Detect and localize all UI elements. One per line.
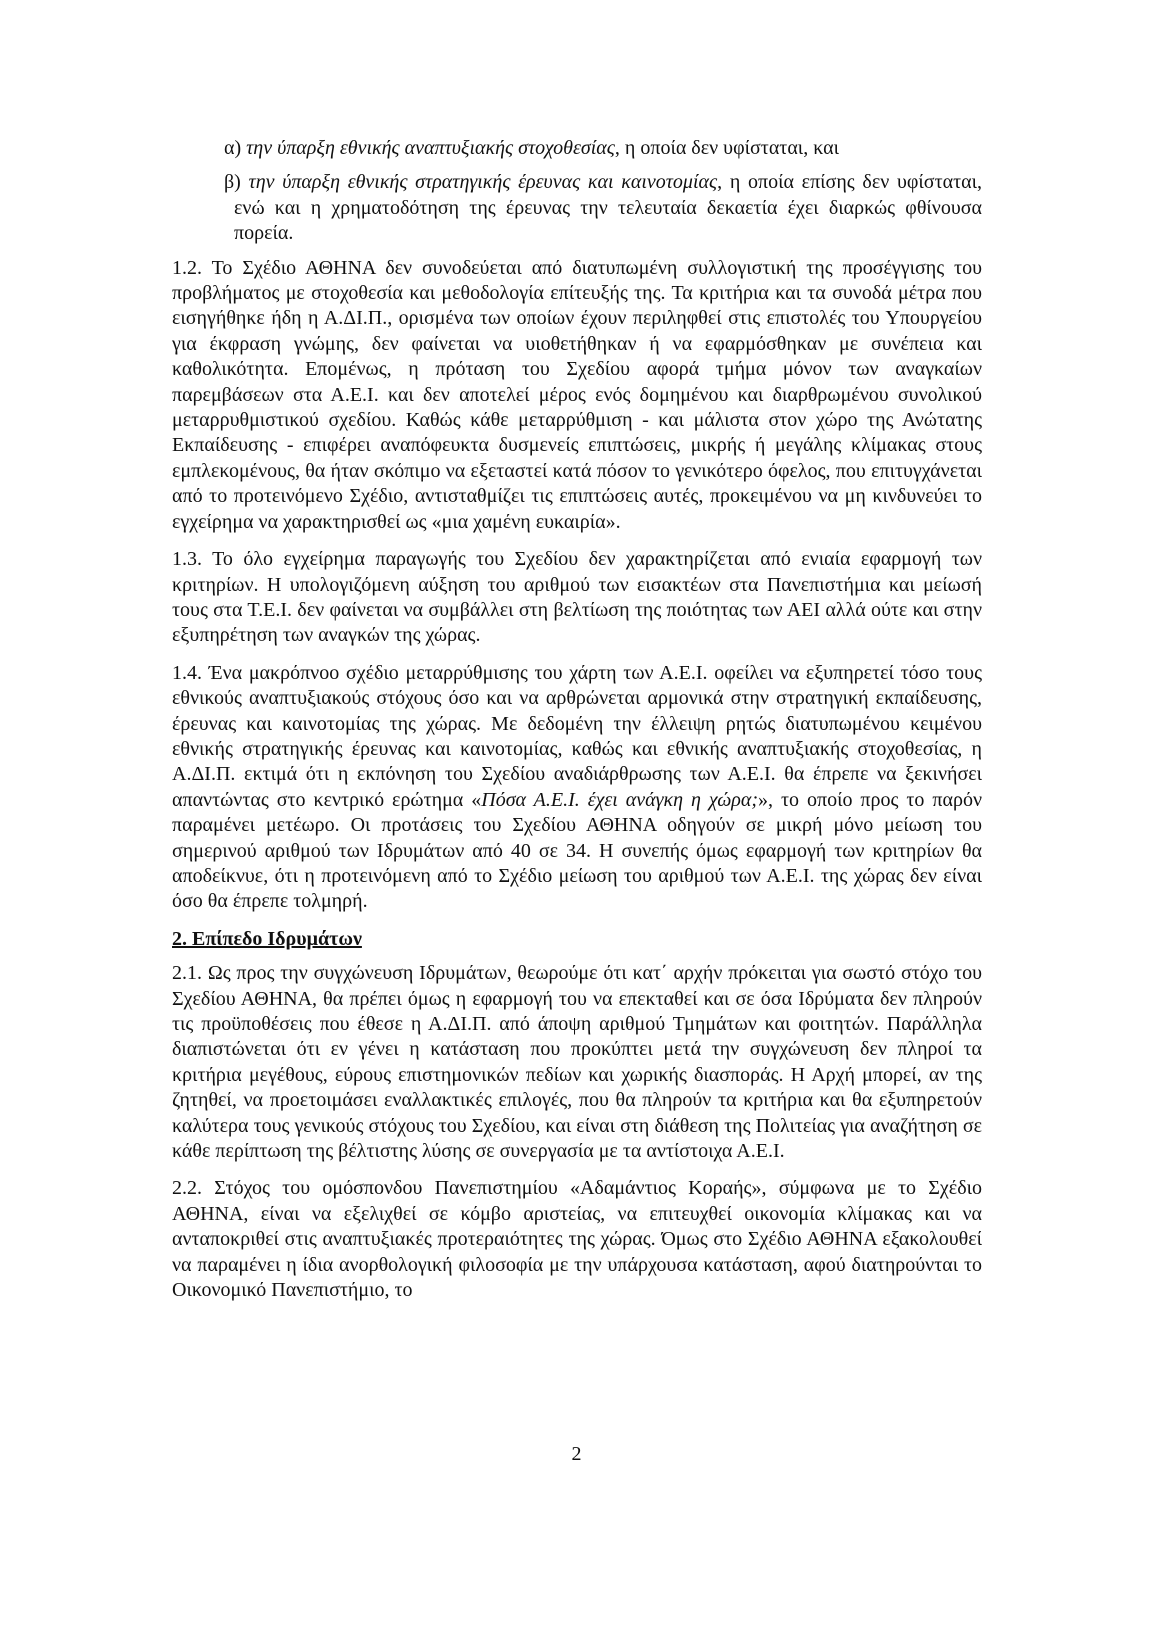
section-heading: 2. Επίπεδο Ιδρυμάτων [172, 927, 362, 950]
list-item-emphasis: την ύπαρξη εθνικής στρατηγικής έρευνας και καινοτομίας [248, 171, 718, 194]
question-emphasis: Πόσα Α.Ε.Ι. έχει ανάγκη η χώρα; [481, 788, 759, 811]
paragraph-1-3: 1.3. Το όλο εγχείρημα παραγωγής του Σχεδίου δεν χαρακτηρίζεται από ενιαία εφαρμογή των κριτηρίων. Η υπολογιζόμενη αύξηση του αριθμού των εισακτέων στα Πανεπιστήμια και μείωσή τους στα Τ.Ε.Ι. δεν φαίνεται να συμβάλλει στη βελτίωση της ποιότητας των ΑΕΙ αλλά ούτε και στην εξυπηρέτηση των αναγκών της χώρας. [172, 548, 982, 647]
paragraph-1-2: 1.2. Το Σχέδιο ΑΘΗΝΑ δεν συνοδεύεται από διατυπωμένη συλλογιστική της προσέγγισης του προβλήματος με στοχοθεσία και μεθοδολογία επίτευξής της. Τα κριτήρια και τα συνοδά μέτρα που εισηγήθηκε ήδη η Α.ΔΙ.Π., ορισμένα των οποίων έχουν περιληφθεί στις επιστολές του Υπουργείου για έκφραση γνώμης, δεν φαίνεται να υιοθετήθηκαν ή να εφαρμόσθηκαν με συνέπεια και καθολικότητα. Επομένως, η πρόταση του Σχεδίου αφορά τμήμα μόνον των αναγκαίων παρεμβάσεων στα Α.Ε.Ι. και δεν αποτελεί μέρος ενός δομημένου και διαρθρωμένου συνολικού μεταρρυθμιστικού σχεδίου. Καθώς κάθε μεταρρύθμιση - και μάλιστα στον χώρο της Ανώτατης Εκπαίδευσης - επιφέρει αναπόφευκτα δυσμενείς επιπτώσεις, μικρής ή μεγάλης κλίμακας στους εμπλεκομένους, θα ήταν σκόπιμο να εξεταστεί κατά πόσον το γενικότερο όφελος, που επιτυγχάνεται από το προτεινόμενο Σχέδιο, αντισταθμίζει τις επιπτώσεις αυτές, προκειμένου να μη κινδυνεύει το εγχείρημα να χαρακτηρισθεί ως «μια χαμένη ευκαιρία». [172, 256, 982, 533]
list-item-emphasis: την ύπαρξη εθνικής αναπτυξιακής στοχοθεσίας [246, 137, 615, 159]
list-item-a [172, 136, 982, 161]
page-body [172, 136, 982, 1315]
paragraph-2-2: 2.2. Στόχος του ομόσπονδου Πανεπιστημίου «Αδαμάντιος Κοραής», σύμφωνα με το Σχέδιο ΑΘΗΝΑ, είναι να εξελιχθεί σε κόμβο αριστείας, να επιτευχθεί οικονομία κλίμακας και να ανταποκριθεί στις αναπτυξιακές προτεραιότητες της χώρας. Όμως στο Σχέδιο ΑΘΗΝΑ εξακολουθεί να παραμένει η ίδια ανορθολογική φιλοσοφία με την υπάρχουσα κατάσταση, αφού διατηρούνται το Οικονομικό Πανεπιστήμιο, το [172, 1177, 982, 1302]
list-item-text: , η οποία επίσης δεν υφίσταται, ενώ και η χρηματοδότηση της έρευνας την τελευταία δεκαετία έχει διαρκώς φθίνουσα πορεία. [234, 171, 982, 245]
page-number: 2 [571, 1443, 582, 1465]
list-item-b [172, 170, 982, 246]
paragraph-text: 1.4. Ένα μακρόπνοο σχέδιο μεταρρύθμισης του χάρτη των Α.Ε.Ι. οφείλει να εξυπηρετεί τόσο τους εθνικούς αναπτυξιακούς στόχους όσο και να αρθρώνεται αρμονικά στην στρατηγική εκπαίδευσης, έρευνας και καινοτομίας της χώρας. Με δεδομένη την έλλειψη ρητώς διατυπωμένου κειμένου εθνικής στρατηγικής έρευνας και καινοτομίας, καθώς και εθνικής αναπτυξιακής στοχοθεσίας, η Α.ΔΙ.Π. εκτιμά ότι η εκπόνηση του Σχεδίου αναδιάρθρωσης των Α.Ε.Ι. θα έπρεπε να ξεκινήσει απαντώντας στο κεντρικό ερώτημα « [172, 661, 982, 811]
paragraph-1-4 [172, 661, 982, 915]
paragraph-text: », το οποίο προς το παρόν παραμένει μετέωρο. Οι προτάσεις του Σχεδίου ΑΘΗΝΑ οδηγούν σε μικρή μόνο μείωση του σημερινού αριθμού των Ιδρυμάτων από 40 σε 34. Η συνεπής όμως εφαρμογή των κριτηρίων θα αποδείκνυε, ότι η προτεινόμενη από το Σχέδιο μείωση του αριθμού των Α.Ε.Ι. της χώρας δεν είναι όσο θα έπρεπε τολμηρή. [172, 788, 982, 913]
list-item-label: β) [224, 171, 241, 194]
list-item-text: , η οποία δεν υφίσταται, και [614, 137, 839, 159]
list-item-label: α) [224, 137, 242, 159]
paragraph-2-1: 2.1. Ως προς την συγχώνευση Ιδρυμάτων, θεωρούμε ότι κατ΄ αρχήν πρόκειται για σωστό στόχο του Σχεδίου ΑΘΗΝΑ, θα πρέπει όμως η εφαρμογή του να επεκταθεί και σε όσα Ιδρύματα δεν πληρούν τις προϋποθέσεις που έθεσε η Α.ΔΙ.Π. από άποψη αριθμού Τμημάτων και φοιτητών. Παράλληλα διαπιστώνεται ότι εν γένει η κατάσταση που προκύπτει μετά την συγχώνευση δεν πληροί τα κριτήρια μεγέθους, εύρους επιστημονικών πεδίων και χωρικής διασποράς. Η Αρχή μπορεί, αν της ζητηθεί, να προετοιμάσει εναλλακτικές επιλογές, που θα πληρούν τα κριτήρια και θα εξυπηρετούν καλύτερα τους γενικούς στόχους του Σχεδίου, και είναι στη διάθεση της Πολιτείας για αναζήτηση σε κάθε περίπτωση της βέλτιστης λύσης σε συνεργασία με τα αντίστοιχα Α.Ε.Ι. [172, 962, 982, 1163]
